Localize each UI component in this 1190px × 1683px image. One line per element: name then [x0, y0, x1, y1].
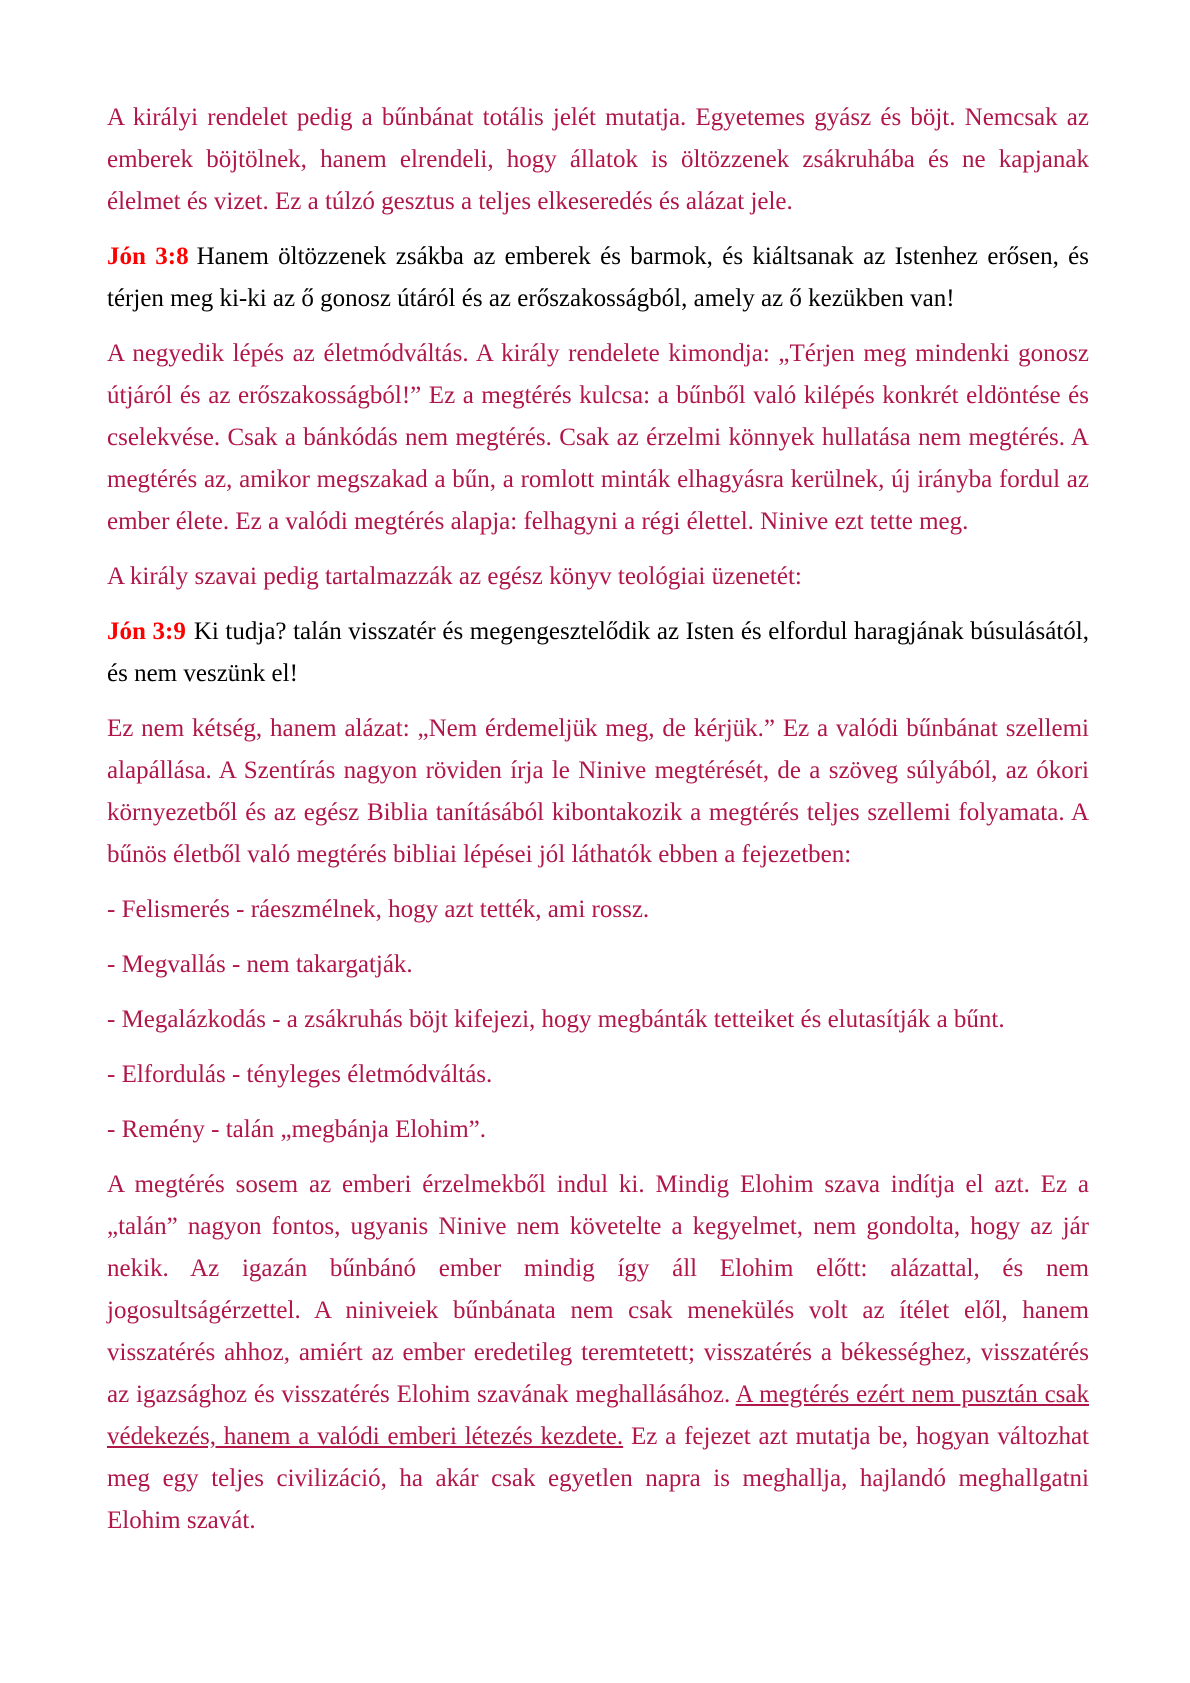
verse-text: Hanem öltözzenek zsákba az emberek és barmok, és kiáltsanak az Istenhez erősen, és térjen meg ki-ki az ő gonosz útáról és az erőszakosságból, amely az ő kezükben van! [107, 243, 1089, 312]
list-item-paragraph: - Remény - talán „megbánja Elohim”. [107, 1116, 487, 1143]
verse-paragraph [107, 236, 1089, 320]
verse-reference-label: Jón 3:9 [107, 618, 186, 645]
commentary-paragraph: A negyedik lépés az életmódváltás. A király rendelete kimondja: „Térjen meg mindenki gonosz útjáról és az erőszakosságból!” Ez a megtérés kulcsa: a bűnből való kilépés konkrét eldöntése és cselekvése. Csak a bánkódás nem megtérés. Csak az érzelmi könnyek hullatása nem megtérés. A megtérés az, amikor megszakad a bűn, a romlott minták elhagyásra kerülnek, új irányba fordul az ember élete. Ez a valódi megtérés alapja: felhagyni a régi élettel. Ninive ezt tette meg. [107, 340, 1089, 535]
commentary-paragraph: Ez nem kétség, hanem alázat: „Nem érdemeljük meg, de kérjük.” Ez a valódi bűnbánat szellemi alapállása. A Szentírás nagyon röviden írja le Ninive megtérését, de a szöveg súlyából, az ókori környezetből és az egész Biblia tanításából kibontakozik a megtérés teljes szellemi folyamata. A bűnös életből való megtérés bibliai lépései jól láthatók ebben a fejezetben: [107, 715, 1089, 868]
commentary-paragraph: A király szavai pedig tartalmazzák az egész könyv teológiai üzenetét: [107, 563, 802, 590]
commentary-paragraph [107, 1164, 1089, 1542]
list-item-paragraph: - Felismerés - ráeszmélnek, hogy azt tették, ami rossz. [107, 896, 650, 923]
verse-paragraph [107, 611, 1089, 695]
verse-text: Ki tudja? talán visszatér és megengesztelődik az Isten és elfordul haragjának búsulásától, és nem veszünk el! [107, 618, 1089, 687]
verse-reference-label: Jón 3:8 [107, 243, 189, 270]
commentary-paragraph: A királyi rendelet pedig a bűnbánat totális jelét mutatja. Egyetemes gyász és böjt. Nemcsak az emberek böjtölnek, hanem elrendeli, hogy állatok is öltözzenek zsákruhába és ne kapjanak élelmet és vizet. Ez a túlzó gesztus a teljes elkeseredés és alázat jele. [107, 104, 1089, 215]
body-text: Ez a fejezet azt mutatja be, hogyan változhat meg egy teljes civilizáció, ha akár csak egyetlen napra is meghallja, hajlandó meghallgatni Elohim szavát. [107, 1423, 1089, 1534]
body-text: A megtérés sosem az emberi érzelmekből indul ki. Mindig Elohim szava indítja el azt. Ez a „talán” nagyon fontos, ugyanis Ninive nem követelte a kegyelmet, nem gondolta, hogy az jár nekik. Az igazán bűnbánó ember mindig így áll Elohim előtt: alázattal, és nem jogosultságérzettel. A niniveiek bűnbánata nem csak menekülés volt az ítélet elől, hanem visszatérés ahhoz, amiért az ember eredetileg teremtetett; visszatérés a békességhez, visszatérés az igazsághoz és visszatérés Elohim szavának meghallásához. [107, 1171, 1089, 1408]
underlined-text: A megtérés ezért nem pusztán csak védekezés, hanem a valódi emberi létezés kezdete. [107, 1381, 1089, 1450]
list-item-paragraph: - Megvallás - nem takargatják. [107, 951, 413, 978]
list-item-paragraph: - Megalázkodás - a zsákruhás böjt kifejezi, hogy megbánták tetteiket és elutasítják a bűnt. [107, 1006, 1005, 1033]
list-item-paragraph: - Elfordulás - tényleges életmódváltás. [107, 1061, 493, 1088]
document-content [107, 97, 1089, 1555]
